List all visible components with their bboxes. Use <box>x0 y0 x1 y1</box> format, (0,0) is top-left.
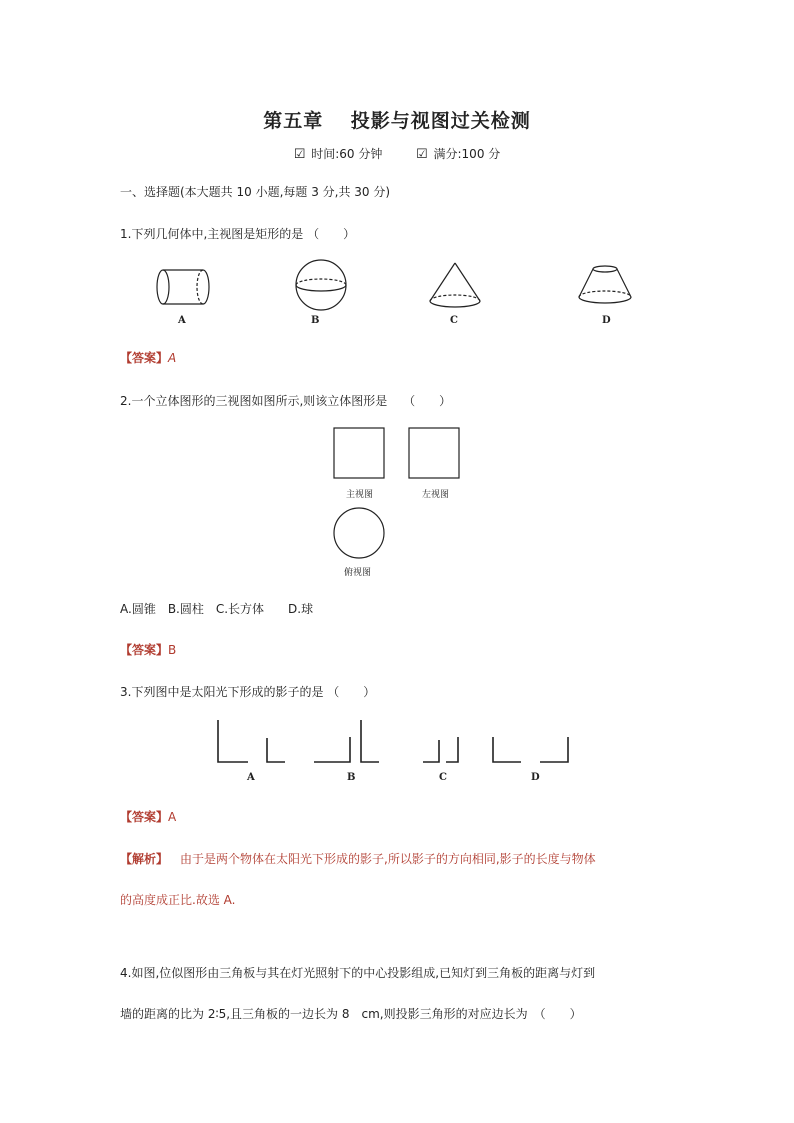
q3-option-d-label: D <box>531 772 540 783</box>
question-2: 2.一个立体图形的三视图如图所示,则该立体图形是 （ ） <box>120 394 452 408</box>
shadow-option-b <box>314 720 379 762</box>
question-3: 3.下列图中是太阳光下形成的影子的是 （ ） <box>120 685 376 699</box>
q1-option-b-label: B <box>311 315 320 326</box>
shadow-options-figure <box>210 715 580 770</box>
analysis-line-2: 的高度成正比.故选 A. <box>120 893 236 907</box>
shadow-option-d <box>493 737 568 762</box>
top-view-circle <box>334 508 384 558</box>
question-1: 1.下列几何体中,主视图是矩形的是 （ ） <box>120 227 356 241</box>
analysis-tag: 【解析】 <box>120 852 169 866</box>
page-title: 第五章 投影与视图过关检测 <box>263 110 531 132</box>
side-view-square <box>409 428 459 478</box>
question-4-line-2: 墙的距离的比为 2∶5,且三角板的一边长为 8 cm,则投影三角形的对应边长为 （ ） <box>120 1007 582 1021</box>
q1-option-c-label: C <box>450 315 458 326</box>
q3-option-b-label: B <box>347 772 356 783</box>
q3-analysis <box>120 850 596 867</box>
shadow-option-a <box>218 720 285 762</box>
q1-answer <box>120 349 176 366</box>
q1-solids-figure <box>140 255 660 335</box>
exam-meta <box>0 145 794 162</box>
q1-option-a-label: A <box>178 315 186 326</box>
answer-value: A <box>168 351 177 365</box>
q3-option-a-label: A <box>247 772 255 783</box>
cone-figure <box>430 263 480 307</box>
frustum-figure <box>579 266 631 303</box>
q1-option-d-label: D <box>602 315 611 326</box>
answer-value: A <box>168 810 177 824</box>
question-4-line-1: 4.如图,位似图形由三角板与其在灯光照射下的中心投影组成,已知灯到三角板的距离与灯到 <box>120 966 596 980</box>
checked-box-icon: ☑ <box>416 147 428 162</box>
shadow-option-c <box>423 737 458 762</box>
q3-answer <box>120 808 176 825</box>
sphere-figure <box>296 260 346 310</box>
cylinder-figure <box>157 270 209 304</box>
q3-option-c-label: C <box>439 772 447 783</box>
checked-box-icon: ☑ <box>293 147 306 162</box>
time-limit: 时间:60 分钟 <box>311 147 383 161</box>
answer-tag: 【答案】 <box>120 351 169 365</box>
q2-answer <box>120 641 176 658</box>
top-view-label: 俯视图 <box>344 568 372 578</box>
answer-value: B <box>168 643 177 657</box>
front-view-square <box>334 428 384 478</box>
full-score: 满分:100 分 <box>433 147 501 161</box>
q2-choices: A.圆锥 B.圆柱 C.长方体 D.球 <box>120 602 314 616</box>
front-view-label: 主视图 <box>346 490 374 500</box>
side-view-label: 左视图 <box>422 490 450 500</box>
answer-tag: 【答案】 <box>120 810 169 824</box>
analysis-line-1: 由于是两个物体在太阳光下形成的影子,所以影子的方向相同,影子的长度与物体 <box>180 852 596 866</box>
section-heading: 一、选择题(本大题共 10 小题,每题 3 分,共 30 分) <box>120 185 391 199</box>
answer-tag: 【答案】 <box>120 643 169 657</box>
